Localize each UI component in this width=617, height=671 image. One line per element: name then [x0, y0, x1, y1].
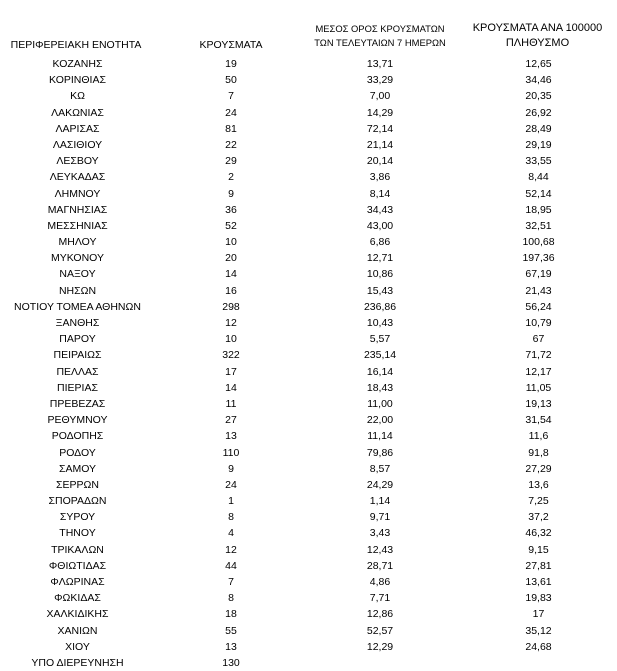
- cell-seven-day-average: 1,14: [369, 495, 391, 508]
- cell-cases: 55: [225, 624, 237, 637]
- cell-seven-day-average: 8,57: [369, 462, 391, 475]
- cell-seven-day-average: 8,14: [369, 187, 391, 200]
- cell-cases: 110: [222, 446, 240, 459]
- cell-seven-day-average: 5,57: [369, 333, 391, 346]
- cell-region: ΦΩΚΙΔΑΣ: [54, 592, 101, 605]
- table-row: [0, 266, 617, 282]
- cell-seven-day-average: 21,14: [366, 138, 394, 151]
- cell-cases-per-100000: 17: [532, 608, 545, 621]
- cell-region: ΛΑΡΙΣΑΣ: [55, 122, 100, 135]
- table-row: [0, 347, 617, 363]
- header-cases: ΚΡΟΥΣΜΑΤΑ: [199, 39, 263, 51]
- cell-cases-per-100000: 56,24: [525, 300, 552, 313]
- cell-cases-per-100000: 13,6: [528, 478, 549, 491]
- cell-seven-day-average: 79,86: [366, 446, 394, 459]
- cell-region: ΝΗΣΩΝ: [58, 284, 97, 297]
- cell-region: ΚΩ: [70, 90, 85, 103]
- cell-cases: 12: [225, 543, 237, 556]
- cell-seven-day-average: 11,14: [367, 430, 393, 443]
- table-row: [0, 88, 617, 104]
- cell-cases: 14: [225, 268, 237, 281]
- cell-cases-per-100000: 8,44: [528, 171, 549, 184]
- cell-cases-per-100000: 9,15: [528, 543, 549, 556]
- table-row: [0, 218, 617, 234]
- cell-cases-per-100000: 31,54: [525, 414, 552, 427]
- cell-cases-per-100000: 12,65: [525, 58, 552, 70]
- cell-cases-per-100000: 10,79: [525, 317, 552, 329]
- cell-cases: 10: [225, 333, 237, 346]
- cell-region: ΛΑΚΩΝΙΑΣ: [51, 106, 104, 119]
- table-header: [0, 0, 617, 56]
- cell-cases: 24: [225, 478, 237, 491]
- cell-cases: 18: [225, 608, 237, 621]
- cell-seven-day-average: 34,43: [366, 203, 394, 216]
- cell-seven-day-average: 33,29: [366, 74, 394, 87]
- cell-seven-day-average: 10,43: [366, 317, 394, 329]
- cell-cases-per-100000: 100,68: [522, 236, 555, 249]
- cell-seven-day-average: 14,29: [366, 106, 394, 119]
- table-row: [0, 509, 617, 525]
- cell-cases-per-100000: 27,29: [525, 462, 552, 475]
- cell-cases: 27: [225, 414, 237, 427]
- cell-seven-day-average: 18,43: [366, 381, 394, 394]
- cell-region: ΠΙΕΡΙΑΣ: [57, 381, 98, 394]
- cell-cases-per-100000: 67: [532, 333, 545, 346]
- cell-cases: 322: [222, 349, 240, 362]
- cell-cases: 24: [225, 106, 237, 119]
- cell-cases-per-100000: 32,51: [525, 219, 552, 232]
- cell-region: ΜΑΓΝΗΣΙΑΣ: [47, 203, 108, 216]
- cell-cases: 52: [225, 219, 237, 232]
- table-row: [0, 169, 617, 185]
- table-row: [0, 380, 617, 396]
- cell-cases-per-100000: 33,55: [525, 155, 552, 168]
- cell-cases-per-100000: 19,83: [525, 592, 552, 605]
- cell-seven-day-average: 12,43: [366, 543, 394, 556]
- cell-region: ΣΠΟΡΑΔΩΝ: [48, 495, 107, 508]
- cell-cases: 13: [225, 640, 237, 653]
- cell-region: ΠΕΙΡΑΙΩΣ: [53, 349, 102, 362]
- cell-cases-per-100000: 35,12: [525, 624, 552, 637]
- header-avg-line2: ΤΩΝ ΤΕΛΕΥΤΑΙΩΝ 7 ΗΜΕΡΩΝ: [314, 37, 446, 48]
- cell-cases: 9: [228, 462, 234, 475]
- cell-seven-day-average: 16,14: [366, 365, 394, 378]
- cell-cases-per-100000: 71,72: [525, 349, 552, 362]
- table-row: [0, 542, 617, 558]
- cell-cases-per-100000: 26,92: [525, 106, 552, 119]
- cell-cases-per-100000: 52,14: [525, 187, 552, 200]
- cell-cases-per-100000: 20,35: [525, 90, 552, 103]
- table-row: [0, 283, 617, 299]
- cell-region: ΣΑΜΟΥ: [58, 462, 97, 475]
- cell-seven-day-average: 3,86: [369, 171, 391, 184]
- cell-cases: 81: [225, 122, 237, 135]
- cell-seven-day-average: 7,00: [369, 90, 391, 103]
- cell-cases: 19: [225, 58, 237, 70]
- cell-region: ΡΕΘΥΜΝΟΥ: [47, 414, 108, 427]
- cell-region: ΡΟΔΟΥ: [59, 446, 96, 459]
- cell-region: ΦΛΩΡΙΝΑΣ: [50, 576, 105, 588]
- table-row: [0, 477, 617, 493]
- header-region: ΠΕΡΙΦΕΡΕΙΑΚΗ ΕΝΟΤΗΤΑ: [10, 39, 142, 51]
- table-row: [0, 72, 617, 88]
- table-row: [0, 412, 617, 428]
- table-row: [0, 56, 617, 72]
- cell-seven-day-average: 24,29: [366, 478, 394, 491]
- cell-cases-per-100000: 37,2: [528, 511, 549, 524]
- cell-cases: 14: [225, 381, 237, 394]
- table-row: [0, 558, 617, 574]
- cell-seven-day-average: 13,71: [366, 58, 394, 70]
- table-row: [0, 590, 617, 606]
- cell-cases: 13: [225, 430, 237, 443]
- cell-cases-per-100000: 13,61: [525, 576, 552, 588]
- cell-region: ΤΗΝΟΥ: [59, 527, 96, 540]
- cell-seven-day-average: 22,00: [366, 414, 394, 427]
- cell-region: ΤΡΙΚΑΛΩΝ: [51, 543, 104, 556]
- cell-cases-per-100000: 11,05: [525, 381, 552, 394]
- table-row: [0, 331, 617, 347]
- table-row: [0, 153, 617, 169]
- cell-seven-day-average: 11,00: [367, 397, 393, 410]
- cell-cases-per-100000: 91,8: [528, 446, 549, 459]
- cell-region: ΚΟΡΙΝΘΙΑΣ: [49, 74, 106, 87]
- cell-seven-day-average: 10,86: [366, 268, 394, 281]
- cell-cases: 16: [225, 284, 237, 297]
- table-row: [0, 445, 617, 461]
- cell-seven-day-average: 6,86: [369, 236, 391, 249]
- cell-seven-day-average: 235,14: [363, 349, 397, 362]
- cell-cases-per-100000: 11,6: [528, 430, 549, 443]
- header-per-line1: ΚΡΟΥΣΜΑΤΑ ΑΝΑ 100000: [472, 22, 603, 34]
- table-row: [0, 428, 617, 444]
- cell-region: ΧΑΝΙΩΝ: [57, 624, 98, 637]
- cell-seven-day-average: 7,71: [369, 592, 391, 605]
- cell-region: ΠΡΕΒΕΖΑΣ: [49, 397, 106, 410]
- cell-seven-day-average: 9,71: [369, 511, 391, 524]
- cell-cases-per-100000: 27,81: [525, 559, 552, 572]
- cell-cases-per-100000: 18,95: [525, 203, 552, 216]
- table-row: [0, 234, 617, 250]
- table-row: [0, 525, 617, 541]
- cell-cases: 7: [228, 90, 234, 103]
- cell-seven-day-average: 12,86: [366, 608, 394, 621]
- cell-cases: 20: [225, 252, 237, 265]
- cell-region: ΠΑΡΟΥ: [59, 333, 96, 346]
- table-row: [0, 105, 617, 121]
- header-avg-line1: ΜΕΣΟΣ ΟΡΟΣ ΚΡΟΥΣΜΑΤΩΝ: [315, 23, 445, 34]
- cell-region: ΣΕΡΡΩΝ: [56, 478, 99, 491]
- cell-cases-per-100000: 24,68: [525, 640, 552, 653]
- cell-seven-day-average: 12,29: [366, 640, 394, 653]
- cell-seven-day-average: 12,71: [366, 252, 394, 265]
- cell-region: ΡΟΔΟΠΗΣ: [51, 430, 104, 443]
- cell-seven-day-average: 20,14: [366, 155, 394, 168]
- table-row: [0, 250, 617, 266]
- cell-region: ΛΕΣΒΟΥ: [56, 155, 99, 168]
- cell-cases: 130: [222, 656, 240, 669]
- cell-region: ΚΟΖΑΝΗΣ: [52, 58, 103, 70]
- cell-cases-per-100000: 67,19: [525, 268, 552, 281]
- table-body: [0, 56, 617, 671]
- cell-cases: 1: [228, 495, 234, 508]
- table-row: [0, 364, 617, 380]
- cell-cases-per-100000: 21,43: [525, 284, 552, 297]
- cell-region: ΝΟΤΙΟΥ ΤΟΜΕΑ ΑΘΗΝΩΝ: [14, 300, 141, 313]
- table-row: [0, 606, 617, 622]
- cell-seven-day-average: 236,86: [363, 300, 397, 313]
- cell-cases: 2: [228, 171, 234, 184]
- cell-cases-per-100000: 7,25: [528, 495, 549, 508]
- cell-cases: 36: [225, 203, 237, 216]
- cell-cases: 7: [228, 576, 234, 588]
- cell-seven-day-average: 72,14: [366, 122, 394, 135]
- cell-seven-day-average: 52,57: [366, 624, 394, 637]
- cell-cases: 12: [225, 317, 237, 329]
- cell-cases-per-100000: 46,32: [525, 527, 552, 540]
- cell-region: ΛΗΜΝΟΥ: [54, 187, 101, 200]
- cell-region: ΛΑΣΙΘΙΟΥ: [52, 138, 103, 151]
- cell-seven-day-average: 43,00: [366, 219, 394, 232]
- table-row: [0, 623, 617, 639]
- table-row: [0, 202, 617, 218]
- cell-region: ΛΕΥΚΑΔΑΣ: [49, 171, 106, 184]
- cell-seven-day-average: 15,43: [366, 284, 394, 297]
- cell-cases: 298: [222, 300, 240, 313]
- cell-cases: 10: [225, 236, 237, 249]
- cell-region: ΧΙΟΥ: [65, 640, 90, 653]
- header-cases-per-100000: [460, 21, 615, 51]
- cell-cases: 8: [228, 511, 234, 524]
- cell-cases-per-100000: 29,19: [525, 138, 552, 151]
- cell-region: ΦΘΙΩΤΙΔΑΣ: [48, 559, 107, 572]
- cell-cases: 11: [225, 397, 237, 410]
- table-row: [0, 186, 617, 202]
- cell-seven-day-average: 28,71: [366, 559, 394, 572]
- table-row: [0, 396, 617, 412]
- cell-cases: 50: [225, 74, 237, 87]
- table-row: [0, 137, 617, 153]
- cell-region: ΜΕΣΣΗΝΙΑΣ: [47, 219, 108, 232]
- cell-region: ΜΗΛΟΥ: [58, 236, 97, 249]
- table-row: [0, 461, 617, 477]
- cell-region: ΥΠΟ ΔΙΕΡΕΥΝΗΣΗ: [31, 656, 124, 669]
- cell-cases-per-100000: 19,13: [525, 397, 552, 410]
- cell-region: ΧΑΛΚΙΔΙΚΗΣ: [46, 608, 109, 621]
- cell-cases: 29: [225, 155, 237, 168]
- cell-region: ΞΑΝΘΗΣ: [55, 317, 100, 329]
- cell-cases: 17: [225, 365, 237, 378]
- cell-region: ΜΥΚΟΝΟΥ: [50, 252, 104, 265]
- table-row: [0, 121, 617, 137]
- table-row: [0, 299, 617, 315]
- cell-cases-per-100000: 197,36: [522, 252, 555, 265]
- cell-cases: 9: [228, 187, 234, 200]
- cell-region: ΣΥΡΟΥ: [59, 511, 96, 524]
- cell-region: ΝΑΞΟΥ: [59, 268, 96, 281]
- cell-cases-per-100000: 12,17: [525, 365, 552, 378]
- table-row: [0, 315, 617, 331]
- cell-cases: 4: [228, 527, 234, 540]
- cell-cases-per-100000: 28,49: [525, 122, 552, 135]
- cell-seven-day-average: 3,43: [369, 527, 391, 540]
- header-seven-day-average: [300, 22, 460, 50]
- table-row: [0, 493, 617, 509]
- header-per-line2: ΠΛΗΘΥΣΜΟ: [505, 37, 570, 49]
- cell-cases-per-100000: 34,46: [525, 74, 552, 87]
- table-row: [0, 639, 617, 655]
- cell-seven-day-average: 4,86: [369, 576, 391, 588]
- cell-cases: 22: [225, 138, 237, 151]
- cell-cases: 44: [225, 559, 237, 572]
- table-row: [0, 574, 617, 590]
- cell-cases: 8: [228, 592, 234, 605]
- cell-region: ΠΕΛΛΑΣ: [56, 365, 99, 378]
